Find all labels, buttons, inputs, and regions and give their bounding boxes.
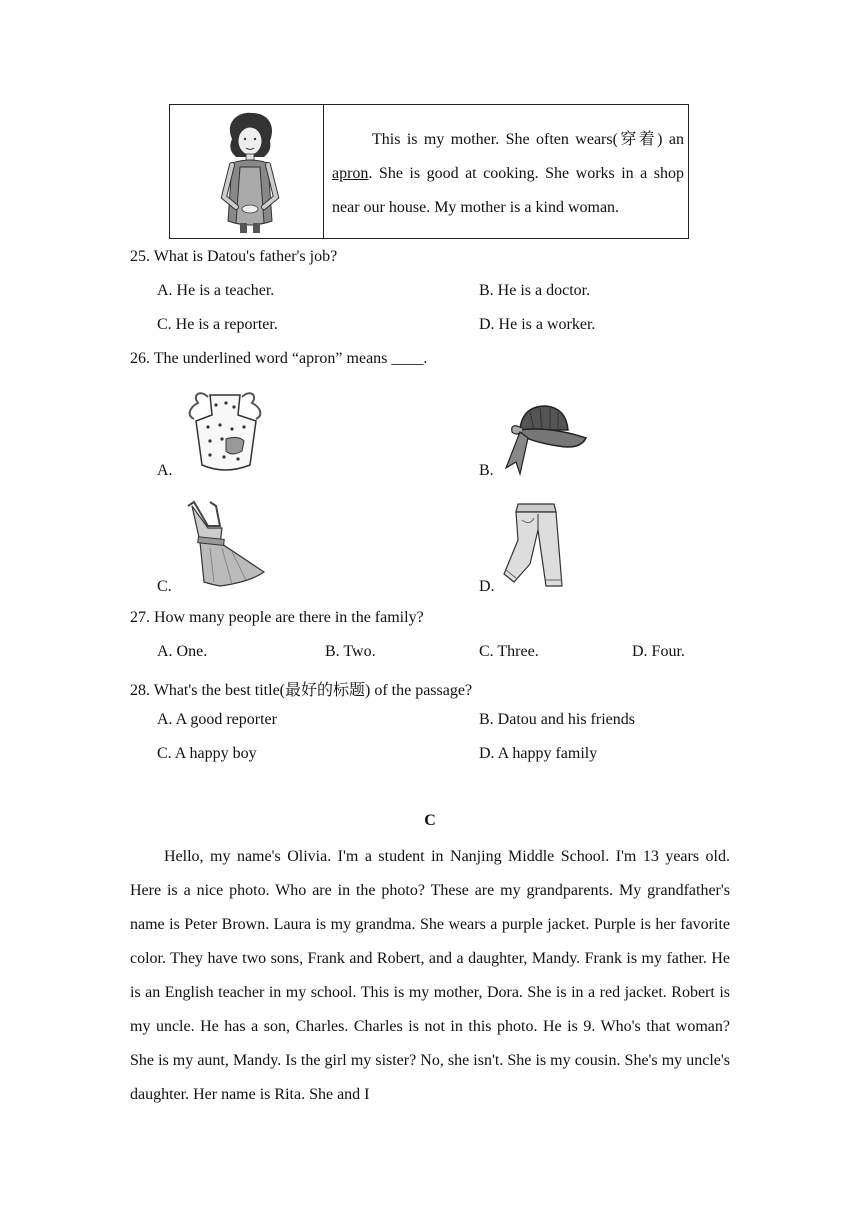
q28-option-c: C. A happy boy [157,745,257,762]
q25-option-b: B. He is a doctor. [479,282,591,299]
q28-option-d: D. A happy family [479,745,598,762]
passage-text: Hello, my name's Olivia. I'm a student in Nanjing Middle School. I'm 13 years old. Here is a nice photo. Who are in the photo? These are my grandparents. My grandfather's name is Peter Brown. Laura is my grandma. She wears a purple jacket. Purple is her favorite color. They have two sons, Frank and Robert, and a daughter, Mandy. Frank is my father. He is an English teacher in my school. This is my mother, Dora. She is in a red jacket. Robert is my uncle. He has a son, Charles. Charles is not in this photo. He is 9. Who's that woman? She is my aunt, Mandy. Is the girl my sister? No, she isn't. She is my cousin. She's my uncle's daughter. Her name is Rita. She and I [130,848,730,1103]
q26-option-c: C. [157,578,172,595]
apron-icon [180,385,270,475]
q27-option-c: C. Three. [479,643,539,660]
info-table [169,104,689,239]
section-c-passage [130,840,730,1112]
q26-option-d: D. [479,578,495,595]
underlined-word-apron: apron [332,165,369,182]
section-c-title: C [424,812,436,829]
q27-option-b: B. Two. [325,643,376,660]
q26-option-b: B. [479,462,494,479]
q25-option-a: A. He is a teacher. [157,282,275,299]
q27-option-d: D. Four. [632,643,685,660]
table-divider [323,105,324,238]
hat-icon [500,400,590,478]
q26-option-a: A. [157,462,173,479]
mother-description [332,123,684,225]
description-rest: . She is good at cooking. She works in a shop near our house. My mother is a kind woman. [332,165,684,216]
q28-option-b: B. Datou and his friends [479,711,635,728]
q28-option-a: A. A good reporter [157,711,277,728]
question-26: 26. The underlined word “apron” means ____. [130,350,428,367]
description-lead: This is my mother. She often wears(穿着) an [372,131,684,148]
dress-icon [180,498,270,590]
q25-option-c: C. He is a reporter. [157,316,278,333]
trousers-icon [500,500,570,590]
question-25: 25. What is Datou's father's job? [130,248,338,265]
question-27: 27. How many people are there in the family? [130,609,424,626]
q25-option-d: D. He is a worker. [479,316,596,333]
q27-option-a: A. One. [157,643,208,660]
question-28: 28. What's the best title(最好的标题) of the passage? [130,682,473,699]
mother-illustration [210,111,290,235]
